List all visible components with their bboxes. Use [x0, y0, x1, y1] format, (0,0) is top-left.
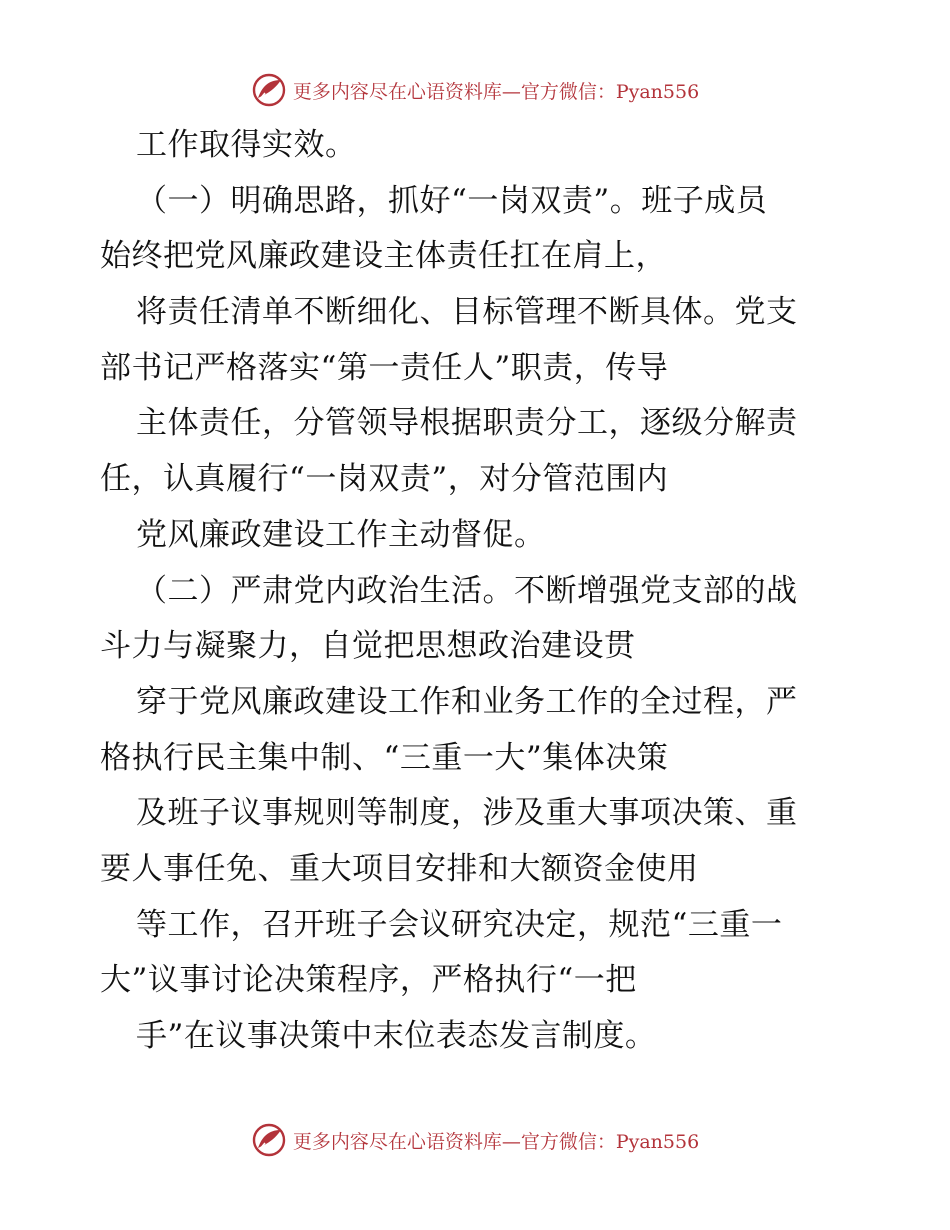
footer-banner [0, 1120, 950, 1160]
text-line: （一）明确思路，抓好“一岗双责”。班子成员 [136, 182, 768, 219]
header-banner-text: 更多内容尽在心语资料库—官方微信：Pyan556 [292, 80, 700, 103]
text-line: 大”议事讨论决策程序，严格执行“一把 [100, 962, 637, 999]
text-line: 将责任清单不断细化、目标管理不断具体。党支 [136, 294, 798, 331]
footer-banner-text: 更多内容尽在心语资料库—官方微信：Pyan556 [292, 1130, 700, 1153]
text-line: 及班子议事规则等制度，涉及重大事项决策、重 [136, 795, 798, 832]
document-body [100, 118, 860, 1065]
text-line: （二）严肃党内政治生活。不断增强党支部的战 [136, 572, 798, 609]
text-line: 等工作，召开班子会议研究决定，规范“三重一 [136, 906, 783, 943]
text-line: 要人事任免、重大项目安排和大额资金使用 [100, 850, 699, 887]
text-line: 任，认真履行“一岗双责”，对分管范围内 [100, 461, 669, 498]
text-line: 斗力与凝聚力，自觉把思想政治建设贯 [100, 628, 636, 665]
pen-logo-icon [251, 72, 287, 108]
text-line: 格执行民主集中制、“三重一大”集体决策 [100, 739, 669, 776]
text-line: 始终把党风廉政建设主体责任扛在肩上， [100, 238, 667, 275]
pen-logo-icon [251, 1122, 287, 1158]
text-line: 穿于党风廉政建设工作和业务工作的全过程，严 [136, 683, 798, 720]
header-banner [0, 70, 950, 110]
text-line: 主体责任，分管领导根据职责分工，逐级分解责 [136, 405, 798, 442]
text-line: 部书记严格落实“第一责任人”职责，传导 [100, 349, 669, 386]
text-line: 党风廉政建设工作主动督促。 [136, 516, 546, 553]
text-line: 手”在议事决策中末位表态发言制度。 [136, 1018, 657, 1054]
text-line: 工作取得实效。 [136, 127, 357, 163]
